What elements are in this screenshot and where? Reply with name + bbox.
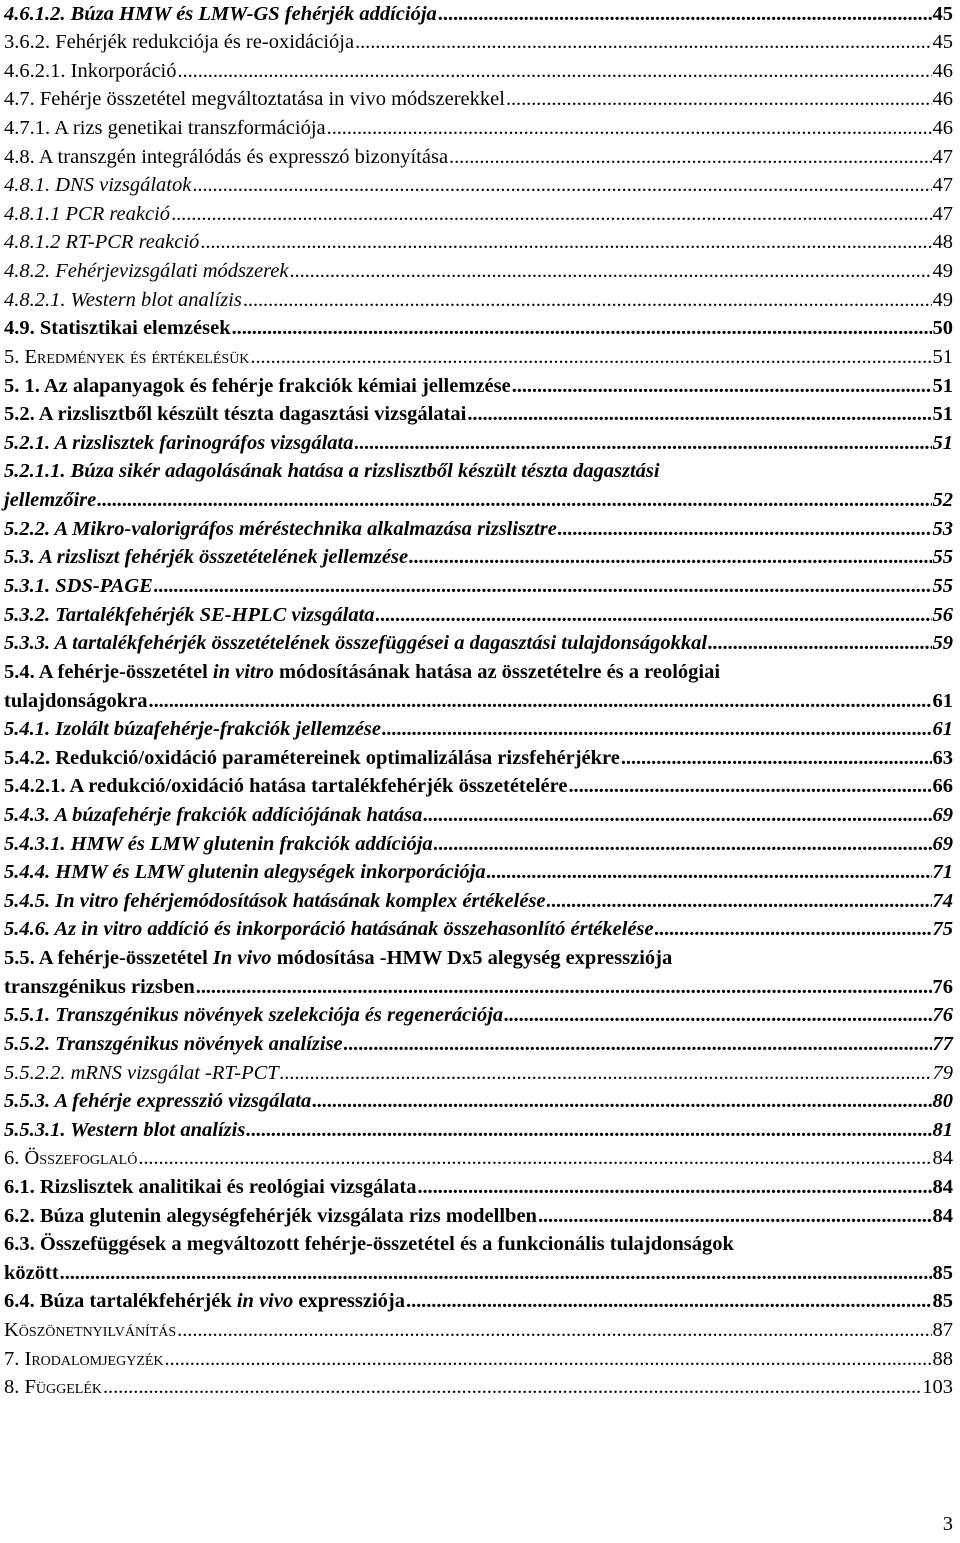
toc-entry-page: 55 — [932, 575, 953, 597]
toc-entry-title: 3.6.2. Fehérjék redukciója és re-oxidációja — [4, 31, 355, 53]
toc-entry-title: 5.4.3.1. HMW és LMW glutenin frakciók addíciója — [4, 833, 433, 855]
toc-entry-page: 103 — [922, 1376, 953, 1398]
toc-entry-page: 52 — [932, 489, 953, 511]
toc-entry-page: 81 — [932, 1119, 953, 1141]
toc-entry[interactable] — [4, 772, 953, 801]
toc-entry[interactable] — [4, 629, 953, 658]
toc-entry-title: 5.4.4. HMW és LMW glutenin alegységek inkorporációja — [4, 861, 486, 883]
toc-entry-title: 4.7. Fehérje összetétel megváltoztatása in vivo módszerekkel — [4, 88, 505, 110]
toc-entry-page: 51 — [932, 403, 953, 425]
toc-entry-title: 4.8.1.2 RT-PCR reakció — [4, 231, 200, 253]
toc-entry-page: 49 — [932, 260, 953, 282]
toc-entry-page: 84 — [932, 1205, 953, 1227]
toc-entry[interactable] — [4, 0, 953, 29]
toc-entry-title: 4.8.1.1 PCR reakció — [4, 203, 171, 225]
toc-entry-title: 6.2. Búza glutenin alegységfehérjék vizsgálata rizs modellben — [4, 1205, 537, 1227]
toc-entry-page: 87 — [932, 1319, 953, 1341]
toc-entry-title: 4.8.2.1. Western blot analízis — [4, 289, 242, 311]
toc-entry-title: 5.5.3. A fehérje expresszió vizsgálata — [4, 1090, 312, 1112]
toc-entry-page: 53 — [932, 518, 953, 540]
toc-entry[interactable] — [4, 1173, 953, 1202]
toc-entry[interactable] — [4, 143, 953, 172]
toc-entry-page: 56 — [932, 604, 953, 626]
toc-entry[interactable] — [4, 286, 953, 315]
toc-entry[interactable] — [4, 200, 953, 229]
toc-entry-title: 5.5.3.1. Western blot analízis — [4, 1119, 246, 1141]
toc-entry-title: 5.4.2. Redukció/oxidáció paramétereinek optimalizálása rizsfehérjékre — [4, 747, 620, 769]
toc-entry-title: 5.2.1. A rizslisztek farinográfos vizsgálata — [4, 432, 354, 454]
toc-entry-title: 8. Függelék — [4, 1376, 102, 1398]
toc-entry[interactable] — [4, 1259, 953, 1288]
toc-entry[interactable] — [4, 830, 953, 859]
toc-entry-page: 46 — [932, 88, 953, 110]
toc-entry-page: 77 — [932, 1033, 953, 1055]
toc-entry-page: 51 — [932, 346, 953, 368]
toc-entry[interactable] — [4, 1373, 953, 1402]
toc-entry-title: 5.2. A rizslisztből készült tészta dagasztási vizsgálatai — [4, 403, 467, 425]
toc-entry-page: 47 — [932, 203, 953, 225]
toc-entry[interactable] — [4, 257, 953, 286]
toc-entry-page: 85 — [932, 1262, 953, 1284]
toc-entry[interactable] — [4, 1059, 953, 1088]
toc-entry[interactable] — [4, 973, 953, 1002]
toc-entry-title: 5.4.3. A búzafehérje frakciók addíciójának hatása — [4, 804, 423, 826]
toc-entry[interactable] — [4, 28, 953, 57]
toc-entry-title: 4.9. Statisztikai elemzések — [4, 317, 231, 339]
toc-entry-page: 76 — [932, 1004, 953, 1026]
toc-entry[interactable] — [4, 858, 953, 887]
toc-entry-title: 5.2.2. A Mikro-valorigráfos méréstechnika alkalmazása rizslisztre — [4, 518, 557, 540]
toc-entry-page: 47 — [932, 174, 953, 196]
toc-entry-title: 5.3. A rizsliszt fehérjék összetételének jellemzése — [4, 546, 409, 568]
toc-entry-page: 69 — [932, 833, 953, 855]
toc-entry-first-line: 5.4. A fehérje-összetétel in vitro módosításának hatása az összetételre és a reológiai — [4, 661, 721, 683]
toc-entry[interactable] — [4, 1202, 953, 1231]
toc-entry-page: 88 — [932, 1348, 953, 1370]
toc-entry-title: 5.4.6. Az in vitro addíció és inkorporáció hatásának összehasonlító értékelése — [4, 918, 654, 940]
toc-entry-title: 5. 1. Az alapanyagok és fehérje frakciók kémiai jellemzése — [4, 375, 511, 397]
toc-entry[interactable] — [4, 1087, 953, 1116]
toc-entry-page: 80 — [932, 1090, 953, 1112]
toc-entry-title: 6.4. Búza tartalékfehérjék in vivo expressziója — [4, 1290, 406, 1312]
toc-entry[interactable] — [4, 314, 953, 343]
toc-entry-page: 59 — [932, 632, 953, 654]
toc-entry-first-line: 6.3. Összefüggések a megváltozott fehérje-összetétel és a funkcionális tulajdonságok — [4, 1233, 734, 1255]
toc-entry[interactable] — [4, 1316, 953, 1345]
toc-entry-page: 85 — [932, 1290, 953, 1312]
toc-entry[interactable] — [4, 171, 953, 200]
toc-entry-title: 5.4.1. Izolált búzafehérje-frakciók jellemzése — [4, 718, 381, 740]
toc-entry-title: 4.6.2.1. Inkorporáció — [4, 60, 177, 82]
toc-entry[interactable] — [4, 543, 953, 572]
toc-entry-title: 5.5.2. Transzgénikus növények analízise — [4, 1033, 343, 1055]
toc-entry[interactable] — [4, 486, 953, 515]
toc-entry-page: 71 — [932, 861, 953, 883]
toc-entry[interactable] — [4, 801, 953, 830]
toc-entry-page: 66 — [932, 775, 953, 797]
toc-entry-page: 51 — [932, 432, 953, 454]
toc-entry-page: 49 — [932, 289, 953, 311]
toc-entry[interactable] — [4, 1287, 953, 1316]
toc-entry-title: transzgénikus rizsben — [4, 976, 195, 998]
toc-entry-page: 79 — [932, 1062, 953, 1084]
toc-entry-page: 45 — [932, 3, 953, 25]
toc-entry[interactable] — [4, 572, 953, 601]
toc-entry[interactable] — [4, 85, 953, 114]
toc-entry-page: 50 — [932, 317, 953, 339]
toc-entry-page: 46 — [932, 60, 953, 82]
toc-entry-page: 55 — [932, 546, 953, 568]
toc-entry-page: 69 — [932, 804, 953, 826]
toc-entry-page: 63 — [932, 747, 953, 769]
toc-entry-page: 84 — [932, 1147, 953, 1169]
toc-entry-title: 5.5.1. Transzgénikus növények szelekciója és regenerációja — [4, 1004, 504, 1026]
toc-entry[interactable] — [4, 228, 953, 257]
toc-entry-page: 84 — [932, 1176, 953, 1198]
toc-entry-first-line: 5.2.1.1. Búza sikér adagolásának hatása a rizslisztből készült tészta dagasztási — [4, 460, 660, 482]
toc-entry-title: 5. Eredmények és értékelésük — [4, 346, 250, 368]
toc-entry-title: 5.4.5. In vitro fehérjemódosítások hatásának komplex értékelése — [4, 890, 546, 912]
toc-entry-title: 4.8.2. Fehérjevizsgálati módszerek — [4, 260, 289, 282]
toc-entry[interactable] — [4, 429, 953, 458]
toc-entry-title: 5.5.2.2. mRNS vizsgálat -RT-PCT — [4, 1062, 279, 1084]
toc-entry-title: között — [4, 1262, 59, 1284]
toc-entry[interactable] — [4, 1144, 953, 1173]
toc-entry[interactable] — [4, 715, 953, 744]
toc-entry[interactable] — [4, 515, 953, 544]
toc-entry-title: 7. Irodalomjegyzék — [4, 1348, 164, 1370]
toc-entry-title: 6.1. Rizslisztek analitikai és reológiai vizsgálata — [4, 1176, 417, 1198]
toc-entry-page: 76 — [932, 976, 953, 998]
toc-entry-first-line: 5.5. A fehérje-összetétel In vivo módosítása -HMW Dx5 alegység expressziója — [4, 947, 673, 969]
toc-entry-title: 4.6.1.2. Búza HMW és LMW-GS fehérjék addíciója — [4, 3, 437, 25]
toc-entry[interactable] — [4, 372, 953, 401]
toc-entry-page: 47 — [932, 146, 953, 168]
toc-entry-page: 51 — [932, 375, 953, 397]
toc-entry-page: 46 — [932, 117, 953, 139]
toc-entry[interactable] — [4, 400, 953, 429]
toc-entry-title: 5.3.1. SDS-PAGE — [4, 575, 153, 597]
toc-entry-title: tulajdonságokra — [4, 690, 148, 712]
toc-entry-page: 45 — [932, 31, 953, 53]
toc-entry[interactable] — [4, 1030, 953, 1059]
toc-entry-title: 4.7.1. A rizs genetikai transzformációja — [4, 117, 326, 139]
toc-entry[interactable] — [4, 57, 953, 86]
toc-entry-page: 75 — [932, 918, 953, 940]
toc-entry[interactable] — [4, 114, 953, 143]
toc-entry-page: 61 — [932, 718, 953, 740]
toc-entry-title: 5.3.3. A tartalékfehérjék összetételének összefüggései a dagasztási tulajdonságokkal — [4, 632, 708, 654]
toc-entry-page: 48 — [932, 231, 953, 253]
toc-entry[interactable] — [4, 887, 953, 916]
toc-entry[interactable] — [4, 687, 953, 716]
toc-entry[interactable] — [4, 1001, 953, 1030]
toc-entry-title: 6. Összefoglaló — [4, 1147, 138, 1169]
toc-entry-title: 5.4.2.1. A redukció/oxidáció hatása tartalékfehérjék összetételére — [4, 775, 568, 797]
toc-entry[interactable] — [4, 915, 953, 944]
toc-entry[interactable] — [4, 744, 953, 773]
toc-entry-title: 4.8.1. DNS vizsgálatok — [4, 174, 192, 196]
toc-entry-title: Köszönetnyilvánítás — [4, 1319, 177, 1341]
toc-entry[interactable] — [4, 601, 953, 630]
toc-entry-page: 61 — [932, 690, 953, 712]
toc-entry-title: 5.3.2. Tartalékfehérjék SE-HPLC vizsgálata — [4, 604, 375, 626]
toc-entry[interactable] — [4, 1345, 953, 1374]
toc-entry-title: jellemzőire — [4, 489, 97, 511]
toc-entry-page: 74 — [932, 890, 953, 912]
toc-entry-title: 4.8. A transzgén integrálódás és expresszó bizonyítása — [4, 146, 449, 168]
toc-entry[interactable] — [4, 343, 953, 372]
page-number: 3 — [942, 1513, 953, 1535]
toc-entry[interactable] — [4, 1116, 953, 1145]
